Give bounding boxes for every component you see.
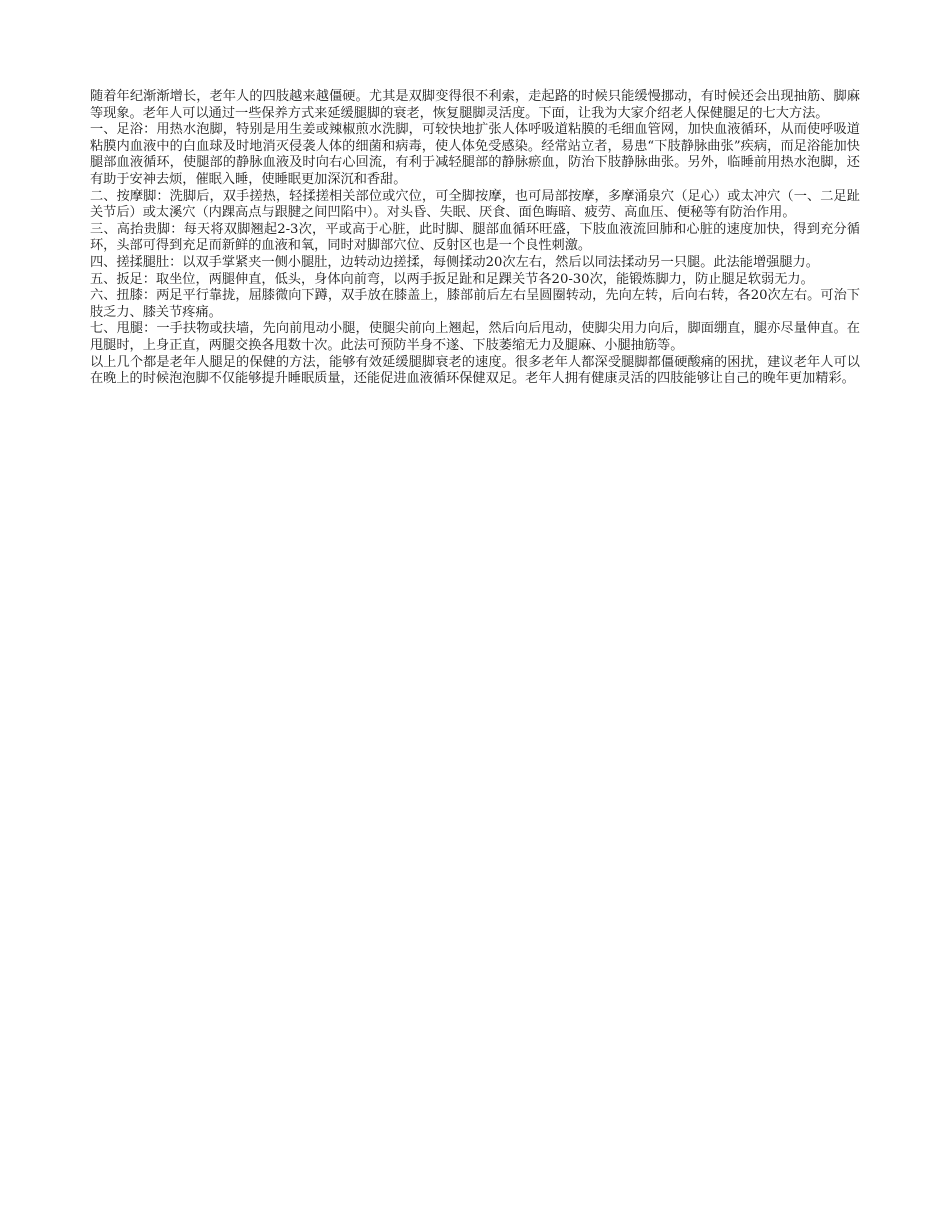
method-2-foot-massage: 二、按摩脚：洗脚后，双手搓热，轻揉搓相关部位或穴位，可全脚按摩，也可局部按摩，多摩涌泉穴（足心）或太冲穴（一、二足趾关节后）或太溪穴（内踝高点与跟腱之间凹陷中）。对头昏、失眠、厌食、面色晦暗、疲劳、高血压、便秘等有防治作用。 (90, 188, 860, 221)
document-body (90, 89, 860, 388)
method-7-swing-legs: 七、甩腿：一手扶物或扶墙，先向前甩动小腿，使腿尖前向上翘起，然后向后甩动，使脚尖用力向后，脚面绷直，腿亦尽量伸直。在甩腿时，上身正直，两腿交换各甩数十次。此法可预防半身不遂、下肢萎缩无力及腿麻、小腿抽筋等。 (90, 321, 860, 353)
method-6-twist-knees: 六、扭膝：两足平行靠拢，屈膝微向下蹲，双手放在膝盖上，膝部前后左右呈圆圈转动，先向左转，后向右转，各20次左右。可治下肢乏力、膝关节疼痛。 (90, 288, 860, 320)
conclusion-paragraph: 以上几个都是老年人腿足的保健的方法，能够有效延缓腿脚衰老的速度。很多老年人都深受腿脚都僵硬酸痛的困扰，建议老年人可以在晚上的时候泡泡脚不仅能够提升睡眠质量，还能促进血液循环保健双足。老年人拥有健康灵活的四肢能够让自己的晚年更加精彩。 (90, 354, 860, 387)
method-1-foot-bath: 一、足浴：用热水泡脚，特别是用生姜或辣椒煎水洗脚，可较快地扩张人体呼吸道粘膜的毛细血管网，加快血液循环，从而使呼吸道粘膜内血液中的白血球及时地消灭侵袭人体的细菌和病毒，使人体免受感染。经常站立者，易患“下肢静脉曲张”疾病，而足浴能加快腿部血液循环，使腿部的静脉血液及时向右心回流，有利于减轻腿部的静脉瘀血，防治下肢静脉曲张。另外，临睡前用热水泡脚，还有助于安神去烦，催眠入睡，使睡眠更加深沉和香甜。 (90, 122, 860, 187)
method-3-raise-feet: 三、高抬贵脚：每天将双脚翘起2-3次，平或高于心脏，此时脚、腿部血循环旺盛，下肢血液流回肺和心脏的速度加快，得到充分循环，头部可得到充足而新鲜的血液和氧，同时对脚部穴位、反射区也是一个良性刺激。 (90, 221, 860, 254)
method-4-rub-calves: 四、搓揉腿肚：以双手掌紧夹一侧小腿肚，边转动边搓揉，每侧揉动20次左右，然后以同法揉动另一只腿。此法能增强腿力。 (90, 254, 819, 270)
intro-paragraph: 随着年纪渐渐增长，老年人的四肢越来越僵硬。尤其是双脚变得很不利索，走起路的时候只能缓慢挪动，有时候还会出现抽筋、脚麻等现象。老年人可以通过一些保养方式来延缓腿脚的衰老，恢复腿脚灵活度。下面，让我为大家介绍老人保健腿足的七大方法。 (90, 89, 860, 121)
method-5-pull-toes: 五、扳足：取坐位，两腿伸直，低头，身体向前弯，以两手扳足趾和足踝关节各20-30次，能锻炼脚力，防止腿足软弱无力。 (90, 271, 814, 287)
